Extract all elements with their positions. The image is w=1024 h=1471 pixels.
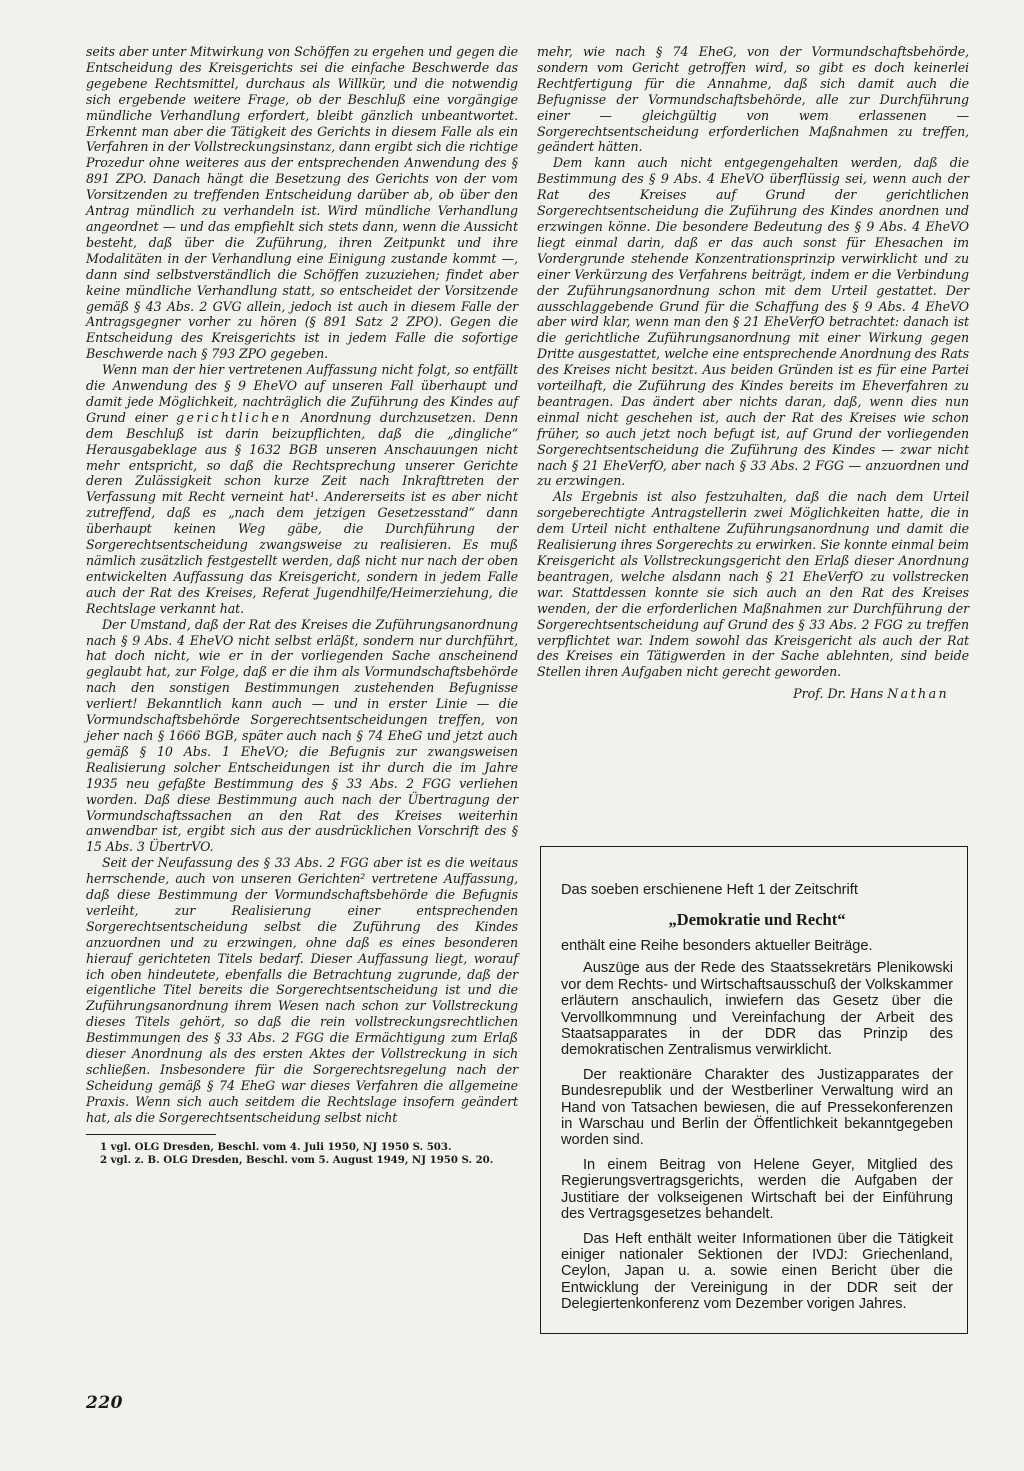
announcement-paragraph-2: Der reaktionäre Charakter des Justizapparates der Bundesrepublik und der Westberliner Verwaltung wird an Hand von Tatsachen bewiesen, die auf Pressekonferenzen in Warschau und Berlin der Öffentlichkeit bekanntgegeben worden sind. bbox=[561, 1066, 953, 1149]
announcement-box bbox=[540, 846, 968, 1334]
announcement-title: „Demokratie und Recht“ bbox=[668, 910, 846, 929]
footnote-1: 1 vgl. OLG Dresden, Beschl. vom 4. Juli 1950, NJ 1950 S. 503. bbox=[100, 1140, 452, 1153]
announcement-paragraph-1: Auszüge aus der Rede des Staatssekretärs Plenikowski vor dem Rechts- und Wirtschaftsausschuß der Volkskammer erläutern anschaulich, inwiefern das Gesetz über die Vervollkommnung und Vereinfachung der Arbeit des Staatsapparates in der DDR das Prinzip des demokratischen Zentralismus verwirklicht. bbox=[561, 960, 953, 1059]
right-paragraph-3: Als Ergebnis ist also festzuhalten, daß die nach dem Urteil sorgeberechtigte Antragstellerin zwei Möglichkeiten hatte, die in dem Urteil nicht enthaltene Zuführungsanordnung und damit die Realisierung ihres Sorgerechts zu erwirken. Sie konnte einmal beim Kreisgericht als Vollstreckungsgericht den Erlaß dieser Anordnung beantragen, welche alsdann nach § 21 EheVerfO zu vollstrecken war. Stattdessen konnte sie sich auch an den Rat des Kreises wenden, der die erforderlichen Maßnahmen zur Durchführung der Sorgerechtsentscheidung auf Grund des § 33 Abs. 2 FGG zu treffen verpflichtet war. Indem sowohl das Kreisgericht als auch der Rat des Kreises ein Tätigwerden in der Sache ablehnten, sind beide Stellen ihren Aufgaben nicht gerecht geworden. bbox=[537, 489, 969, 680]
right-column bbox=[537, 44, 969, 702]
author-surname: Nathan bbox=[887, 686, 949, 702]
left-paragraph-3: Der Umstand, daß der Rat des Kreises die Zuführungsanordnung nach § 9 Abs. 4 EheVO nicht selbst erläßt, sondern nur durchführt, hat doch nicht, wie er in der vorliegenden Sache anscheinend geglaubt hat, zur Folge, daß er die ihm als Vormundschaftsbehörde nach den sonstigen Bestimmungen zustehenden Befugnisse verliert! Bekanntlich kann auch — und in erster Linie — die Vormundschaftsbehörde Sorgerechtsentscheidungen treffen, von jeher nach § 1666 BGB, später auch nach § 74 EheG und jetzt auch gemäß § 10 Abs. 1 EheVO; die Befugnis zur zwangsweisen Realisierung solcher Entscheidungen ist ihr durch die im Jahre 1935 neu gefaßte Bestimmung des § 33 Abs. 2 FGG verliehen worden. Daß diese Bestimmung auch nach der Übertragung der Vormundschaftssachen an den Rat des Kreises weiterhin anwendbar ist, ergibt sich aus der ausdrücklichen Vorschrift des § 15 Abs. 3 ÜbertrVO. bbox=[86, 616, 518, 855]
left-paragraph-2-start: Wenn man der hier vertretenen Auffassung nicht folgt, so entfällt die Anwendung des § 9 EheVO auf unseren Fall überhaupt und damit jede Möglichkeit, nachträglich die Zuführung des Kindes auf Grund einer bbox=[86, 362, 518, 425]
footnote-divider bbox=[86, 1134, 216, 1135]
left-paragraph-1: seits aber unter Mitwirkung von Schöffen zu ergehen und gegen die Entscheidung des Kreisgerichts sei die einfache Beschwerde das gegebene Rechtsmittel, durchaus als Willkür, und die notwendig sich ergebende weitere Frage, ob der Beschluß eine vorgängige mündliche Verhandlung erfordert, bleibt gänzlich unbeantwortet. Erkennt man aber die Tätigkeit des Gerichts in diesem Falle als ein Verfahren in der Vollstreckungsinstanz, dann ergibt sich die richtige Prozedur ohne weiteres aus der entsprechenden Anwendung des § 891 ZPO. Danach hängt die Besetzung des Gerichts von der vom Vorsitzenden zu treffenden Entscheidung darüber ab, ob über den Antrag mündlich zu verhandeln ist. Wird mündliche Verhandlung angeordnet — und das empfiehlt sich stets dann, wenn die Aussicht besteht, daß über die Zuführung, ihren Zeitpunkt und ihre Modalitäten in der Verhandlung eine Einigung zustande kommt —, dann sind selbstverständlich die Schöffen zuzuziehen; findet aber keine mündliche Verhandlung statt, so entscheidet der Vorsitzende gemäß § 43 Abs. 2 GVG allein, jedoch ist auch in diesem Falle der Antragsgegner vorher zu hören (§ 891 Satz 2 ZPO). Gegen die Entscheidung des Kreisgerichts ist in jedem Falle die sofortige Beschwerde nach § 793 ZPO gegeben. bbox=[86, 44, 518, 362]
author-signature bbox=[537, 686, 949, 702]
page-number: 220 bbox=[86, 1393, 123, 1413]
left-paragraph-2 bbox=[86, 362, 518, 617]
author-prefix: Prof. Dr. Hans bbox=[793, 686, 888, 702]
left-column bbox=[86, 44, 518, 1167]
footnote-2: 2 vgl. z. B. OLG Dresden, Beschl. vom 5. August 1949, NJ 1950 S. 20. bbox=[100, 1153, 494, 1166]
right-paragraph-1: mehr, wie nach § 74 EheG, von der Vormundschaftsbehörde, sondern vom Gericht getroffen wird, so gibt es doch keinerlei Rechtfertigung für die Annahme, daß sich damit auch die Befugnisse der Vormundschaftsbehörde, alle zur Durchführung einer — gleichgültig von wem erlassenen — Sorgerechtsentscheidung erforderlichen Maßnahmen zu treffen, geändert hätten. bbox=[537, 44, 969, 155]
left-paragraph-2-end: Anordnung durchzusetzen. Denn dem Beschluß ist darin beizupflichten, daß die „dingliche“ Herausgabeklage aus § 1632 BGB unseren Anschauungen nicht mehr entspricht, so daß die Rechtsprechung unserer Gerichte deren Zulässigkeit schon kurze Zeit nach Inkrafttreten der Verfassung mit Recht verneint hat¹. Andererseits ist es aber nicht zutreffend, daß es „nach dem jetzigen Gesetzesstand“ dann überhaupt keinen Weg gäbe, die Durchführung der Sorgerechtsentscheidung zwangsweise zu realisieren. Es muß nämlich zusätzlich festgestellt werden, daß nicht nur nach der oben entwickelten Auffassung das Kreisgericht, sondern in jedem Falle auch der Rat des Kreises, Referat Jugendhilfe/Heimerziehung, die Rechtslage verkannt hat. bbox=[86, 409, 518, 616]
right-paragraph-2: Dem kann auch nicht entgegengehalten werden, daß die Bestimmung des § 9 Abs. 4 EheVO überflüssig sei, wenn auch der Rat des Kreises auf Grund der gerichtlichen Sorgerechtsentscheidung die Zuführung des Kindes anordnen und erzwingen könne. Die besondere Bedeutung des § 9 Abs. 4 EheVO liegt einmal darin, daß er das auch sonst für Ehesachen im Vordergrunde stehende Konzentrationsprinzip verwirklicht und zu einer Verkürzung des Verfahrens beiträgt, indem er die Verbindung der Zuführungsanordnung schon mit dem Urteil gestattet. Der ausschlaggebende Grund für die Schaffung des § 9 Abs. 4 EheVO aber wird klar, wenn man den § 21 EheVerfO betrachtet: danach ist die gerichtliche Zuführungsanordnung mit einer Wirkung gegen Dritte ausgestattet, welche eine entsprechende Anordnung des Rats des Kreises nicht besitzt. Aus beiden Gründen ist es für eine Partei vorteilhaft, die Zuführung des Kindes bereits im Eheverfahren zu beantragen. Das ändert aber nichts daran, daß, wenn dies nun einmal nicht geschehen ist, auch der Rat des Kreises wie schon früher, so auch jetzt noch befugt ist, auf Grund der vorliegenden Sorgerechtsentscheidung die Zuführung des Kindes — zwar nicht nach § 21 EheVerfO, aber nach § 33 Abs. 2 FGG — anzuordnen und zu erzwingen. bbox=[537, 155, 969, 489]
left-paragraph-4: Seit der Neufassung des § 33 Abs. 2 FGG aber ist es die weitaus herrschende, auch von unseren Gerichten² vertretene Auffassung, daß diese Bestimmung der Vormundschaftsbehörde die Befugnis verleiht, zur Realisierung einer entsprechenden Sorgerechtsentscheidung selbst die Zuführung des Kindes anzuordnen und zu erzwingen, ohne daß es eines besonderen hierauf gerichteten Titels bedarf. Dieser Auffassung liegt, worauf ich oben hindeutete, ebenfalls die Betrachtung zugrunde, daß der eigentliche Titel bereits die Sorgerechtsentscheidung ist und die Zuführungsanordnung ihrem Wesen nach schon zur Vollstreckung dieses Titels gehört, so daß die rein vollstreckungsrechtlichen Bestimmungen des § 33 Abs. 2 FGG die Ermächtigung zum Erlaß dieser Anordnung als des ersten Aktes der Vollstreckung in sich schließen. Insbesondere für die Sorgerechtsregelung nach der Scheidung gemäß § 74 EheG war dieses Verfahren die allgemeine Praxis. Wenn sich auch seitdem die Rechtslage insofern geändert hat, als die Sorgerechtsentscheidung selbst nicht bbox=[86, 855, 518, 1125]
announcement-paragraph-4: Das Heft enthält weiter Informationen über die Tätigkeit einiger nationaler Sektionen der IVDJ: Griechenland, Ceylon, Japan u. a. sowie einen Bericht über die Entwicklung der Vereinigung in der DDR seit der Delegiertenkonferenz vom Dezember vorigen Jahres. bbox=[561, 1230, 953, 1313]
emphasis-gerichtlichen: gerichtlichen bbox=[176, 409, 292, 425]
footnotes bbox=[86, 1141, 518, 1167]
announcement-intro: enthält eine Reihe besonders aktueller Beiträge. bbox=[561, 938, 873, 954]
announcement-lead: Das soeben erschienene Heft 1 der Zeitschrift bbox=[561, 882, 858, 898]
announcement-paragraph-3: In einem Beitrag von Helene Geyer, Mitglied des Regierungsvertragsgerichts, werden die Aufgaben der Justitiare der volkseigenen Wirtschaft bei der Einführung des Vertragsgesetzes behandelt. bbox=[561, 1156, 953, 1223]
